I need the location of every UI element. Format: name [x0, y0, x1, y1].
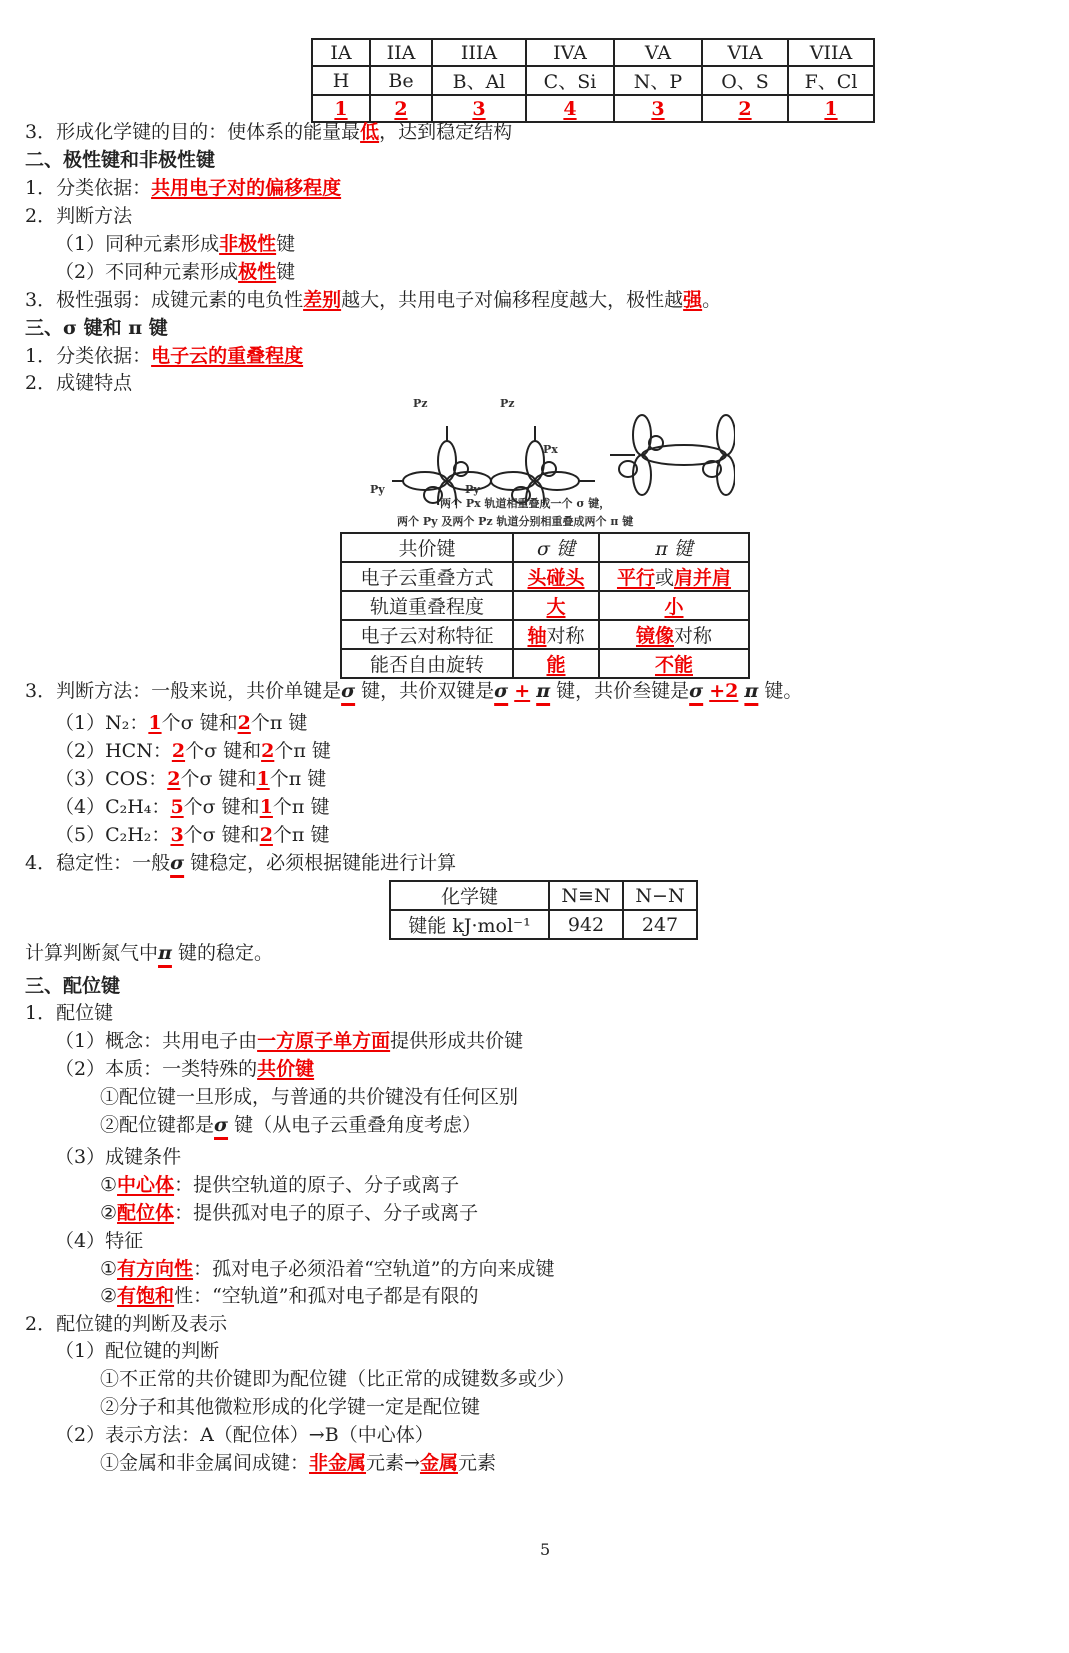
group-valence-table [311, 38, 875, 123]
text-segment: 键，共价叁键是 [550, 680, 690, 702]
text-segment: （4）特征 [55, 1230, 144, 1252]
group-element-cell: Be [370, 66, 432, 95]
text-segment: 元素→ [366, 1452, 420, 1474]
bond-table-cell [513, 649, 599, 678]
text-segment: 4．稳定性：一般 [25, 852, 171, 874]
cell-text: 头碰头 [527, 567, 585, 589]
diagram-caption-2: 两个 Py 及两个 Pz 轨道分别相重叠成两个 π 键 [397, 515, 634, 528]
py-label-2: Py [465, 483, 480, 496]
cell-text: 轴 [527, 625, 547, 647]
answer-text: +2 [709, 680, 739, 702]
text-segment: 个π 键 [250, 712, 308, 734]
text-segment: ①金属和非金属间成键： [100, 1452, 310, 1474]
answer-text: 非极性 [219, 233, 277, 255]
text-segment: （1）同种元素形成 [55, 233, 220, 255]
text-segment: 元素 [457, 1452, 496, 1474]
answer-text: 共价键 [257, 1058, 315, 1080]
text-line [25, 344, 303, 368]
answer-text: 3 [170, 824, 184, 846]
text-segment: 键。 [758, 680, 803, 702]
energy-value: 247 [623, 910, 697, 939]
text-segment: 2．配位键的判断及表示 [25, 1313, 228, 1335]
cell-text: 电子云重叠方式 [360, 567, 494, 589]
text-segment: ：提供孤对电子的原子、分子或离子 [174, 1202, 479, 1224]
text-segment: 键（从电子云重叠角度考虑） [228, 1114, 482, 1136]
bond-table-cell [341, 591, 513, 620]
cell-text: 对称 [546, 625, 585, 647]
bond-table-cell [599, 562, 749, 591]
text-segment: （1）N₂： [55, 712, 149, 734]
cell-text: π 键 [655, 538, 693, 560]
text-line [55, 1339, 219, 1363]
answer-text: 2 [261, 740, 275, 762]
group-answer-cell: 3 [614, 95, 702, 122]
answer-text: 一方原子单方面 [257, 1030, 391, 1052]
energy-header: N≡N [549, 881, 623, 910]
text-line [25, 120, 512, 144]
answer-text: 2 [167, 768, 181, 790]
cell-text: 镜像 [635, 625, 674, 647]
text-line [100, 1451, 496, 1475]
bond-table-cell [341, 533, 513, 562]
text-segment: 性：“空轨道”和孤对电子都是有限的 [174, 1285, 479, 1307]
answer-text: 强 [683, 289, 703, 311]
answer-text: 有饱和 [117, 1285, 175, 1307]
answer-text: 共用电子对的偏移程度 [151, 177, 342, 199]
text-segment: 提供形成共价键 [390, 1030, 524, 1052]
text-line [25, 371, 132, 395]
group-header-cell: VIA [702, 39, 788, 66]
text-line [100, 1367, 575, 1391]
text-segment: 1．分类依据： [25, 345, 152, 367]
pz-label: Pz [413, 397, 428, 410]
text-segment: ：孤对电子必须沿着“空轨道”的方向来成键 [193, 1258, 555, 1280]
energy-header: N−N [623, 881, 697, 910]
text-line [100, 1284, 479, 1308]
page-number: 5 [540, 1540, 551, 1559]
bond-table-cell [599, 591, 749, 620]
text-line [25, 974, 120, 998]
bond-table-cell [599, 620, 749, 649]
text-segment: （3）COS： [55, 768, 168, 790]
text-segment: ，达到稳定结构 [379, 121, 513, 143]
py-label: Py [370, 483, 385, 496]
text-line [55, 260, 295, 284]
answer-text: 极性 [238, 261, 277, 283]
answer-blank: σ [689, 680, 704, 702]
group-element-cell: H [312, 66, 370, 95]
text-line [55, 1229, 143, 1253]
text-segment: 个σ 键和 [185, 740, 262, 762]
answer-blank: π [744, 680, 759, 702]
bond-table-cell [513, 620, 599, 649]
text-line [25, 204, 132, 228]
text-line [55, 1145, 181, 1169]
text-segment: 键，共价双键是 [355, 680, 495, 702]
cell-text: 不能 [654, 654, 693, 676]
text-line [25, 316, 168, 340]
text-segment: 个σ 键和 [180, 768, 257, 790]
text-segment: （4）C₂H₄： [55, 796, 171, 818]
bond-table-cell [599, 649, 749, 678]
group-header-cell: VA [614, 39, 702, 66]
text-line [25, 1312, 227, 1336]
answer-text: 配位体 [117, 1202, 175, 1224]
text-line [100, 1085, 518, 1109]
cell-text: 大 [546, 596, 566, 618]
text-segment: ②分子和其他微粒形成的化学键一定是配位键 [100, 1396, 481, 1418]
answer-text: 非金属 [309, 1452, 367, 1474]
text-line [55, 739, 331, 763]
answer-text: 2 [259, 824, 273, 846]
orbital-overlap-diagram [365, 395, 735, 530]
text-segment: ①配位键一旦形成，与普通的共价键没有任何区别 [100, 1086, 519, 1108]
text-line [55, 711, 307, 735]
text-segment: ①不正常的共价键即为配位键（比正常的成键数多或少） [100, 1368, 576, 1390]
group-element-cell: F、Cl [788, 66, 874, 95]
energy-value: 942 [549, 910, 623, 939]
text-segment: 个π 键 [272, 796, 330, 818]
text-line [100, 1113, 481, 1137]
text-line [55, 232, 295, 256]
text-segment: 个π 键 [269, 768, 327, 790]
text-line [100, 1257, 555, 1281]
answer-blank: σ [341, 680, 356, 702]
text-segment: （3）成键条件 [55, 1146, 182, 1168]
group-element-cell: O、S [702, 66, 788, 95]
group-element-cell: C、Si [526, 66, 614, 95]
sigma-pi-comparison-table [340, 532, 750, 679]
text-segment: 3．极性强弱：成键元素的电负性 [25, 289, 304, 311]
bond-table-cell [341, 620, 513, 649]
answer-text: 电子云的重叠程度 [151, 345, 304, 367]
text-segment: ① [100, 1258, 118, 1280]
bond-table-cell [513, 562, 599, 591]
text-segment: 越大，共用电子对偏移程度越大，极性越 [341, 289, 684, 311]
bond-table-cell [341, 562, 513, 591]
cell-text: 轨道重叠程度 [369, 596, 484, 618]
text-line [25, 148, 215, 172]
cell-text: 对称 [674, 625, 713, 647]
answer-text: 5 [170, 796, 184, 818]
text-segment: 2．成键特点 [25, 372, 133, 394]
text-segment: 键的稳定。 [171, 942, 273, 964]
cell-text: 小 [664, 596, 684, 618]
text-segment: （2）不同种元素形成 [55, 261, 239, 283]
text-segment: （2）表示方法：A（配位体）→B（中心体） [55, 1424, 434, 1446]
cell-text: σ 键 [536, 538, 575, 560]
energy-header: 化学键 [390, 881, 549, 910]
cell-text: 能否自由旋转 [369, 654, 484, 676]
bond-table-cell [513, 533, 599, 562]
text-line [25, 851, 456, 875]
text-line [25, 941, 273, 965]
group-header-cell: IA [312, 39, 370, 66]
text-segment: 1．配位键 [25, 1002, 114, 1024]
answer-text: 2 [171, 740, 186, 762]
group-header-cell: IIA [370, 39, 432, 66]
text-line [25, 1001, 113, 1025]
group-element-cell: B、Al [432, 66, 526, 95]
group-header-cell: IIIA [432, 39, 526, 66]
answer-text: 差别 [303, 289, 342, 311]
answer-text: 金属 [419, 1452, 458, 1474]
answer-text: 有方向性 [117, 1258, 194, 1280]
cell-text: 共价键 [398, 538, 456, 560]
cell-text: 能 [546, 654, 566, 676]
answer-text: 1 [259, 796, 273, 818]
text-segment: 。 [702, 289, 722, 311]
text-line [25, 288, 721, 312]
text-segment: 2．判断方法 [25, 205, 133, 227]
answer-text: 肩并肩 [674, 567, 732, 589]
text-segment: 3．判断方法：一般来说，共价单键是 [25, 680, 342, 702]
text-segment: 个π 键 [274, 740, 331, 762]
text-line [100, 1201, 478, 1225]
text-segment: ：提供空轨道的原子、分子或离子 [174, 1174, 460, 1196]
text-segment: ② [100, 1202, 118, 1224]
answer-text: + [514, 680, 531, 702]
text-line [25, 176, 341, 200]
answer-text: 低 [360, 121, 380, 143]
text-segment: （2）本质：一类特殊的 [55, 1058, 258, 1080]
text-segment: 三、配位键 [25, 975, 121, 997]
text-segment: 三、σ 键和 π 键 [25, 317, 168, 339]
text-segment: 个σ 键和 [183, 796, 260, 818]
text-line [55, 823, 329, 847]
text-line [55, 1057, 314, 1081]
text-segment: 3．形成化学键的目的：使体系的能量最 [25, 121, 361, 143]
answer-text: 1 [256, 768, 270, 790]
bond-table-cell [513, 591, 599, 620]
text-line [55, 795, 329, 819]
group-answer-cell: 1 [312, 95, 370, 122]
energy-row-label: 键能 kJ·mol⁻¹ [390, 910, 549, 939]
text-segment: 1．分类依据： [25, 177, 152, 199]
text-segment: ② [100, 1285, 118, 1307]
text-line [55, 1029, 523, 1053]
text-segment: （1）配位键的判断 [55, 1340, 220, 1362]
group-answer-cell: 2 [370, 95, 432, 122]
group-answer-cell: 4 [526, 95, 614, 122]
text-segment: ① [100, 1174, 118, 1196]
text-segment: 二、极性键和非极性键 [25, 149, 216, 171]
text-segment: ②配位键都是 [100, 1114, 215, 1136]
text-segment: 个π 键 [272, 824, 330, 846]
group-answer-cell: 3 [432, 95, 526, 122]
group-answer-cell: 2 [702, 95, 788, 122]
bond-energy-table [389, 880, 698, 940]
text-segment: 键 [276, 233, 296, 255]
text-segment: 键稳定，必须根据键能进行计算 [184, 852, 457, 874]
text-segment: （1）概念：共用电子由 [55, 1030, 258, 1052]
text-segment: （5）C₂H₂： [55, 824, 171, 846]
text-segment: 计算判断氮气中 [25, 942, 159, 964]
answer-text: 1 [148, 712, 162, 734]
text-line [55, 767, 326, 791]
text-segment: 键 [276, 261, 296, 283]
answer-blank: π [158, 942, 172, 964]
bond-table-cell [599, 533, 749, 562]
cell-text: 平行 [616, 567, 655, 589]
answer-blank: σ [214, 1114, 229, 1136]
px-label: Px [543, 443, 558, 456]
text-segment: （2）HCN： [55, 740, 172, 762]
answer-blank: π [536, 680, 551, 702]
group-element-cell: N、P [614, 66, 702, 95]
text-segment: 个σ 键和 [161, 712, 238, 734]
cell-text: 或 [654, 567, 674, 589]
group-header-cell: VIIA [788, 39, 874, 66]
answer-blank: σ [494, 680, 509, 702]
text-line [100, 1173, 459, 1197]
text-segment: 个σ 键和 [183, 824, 260, 846]
answer-text: 中心体 [117, 1174, 175, 1196]
cell-text: 电子云对称特征 [360, 625, 494, 647]
text-line [100, 1395, 480, 1419]
text-line [55, 1423, 434, 1447]
group-header-cell: IVA [526, 39, 614, 66]
diagram-caption-1: 两个 Px 轨道相重叠成一个 σ 键， [440, 497, 611, 510]
answer-text: 2 [237, 712, 251, 734]
pz-label-2: Pz [500, 397, 515, 410]
group-answer-cell: 1 [788, 95, 874, 122]
answer-blank: σ [170, 852, 185, 874]
text-line [25, 679, 802, 703]
bond-table-cell [341, 649, 513, 678]
